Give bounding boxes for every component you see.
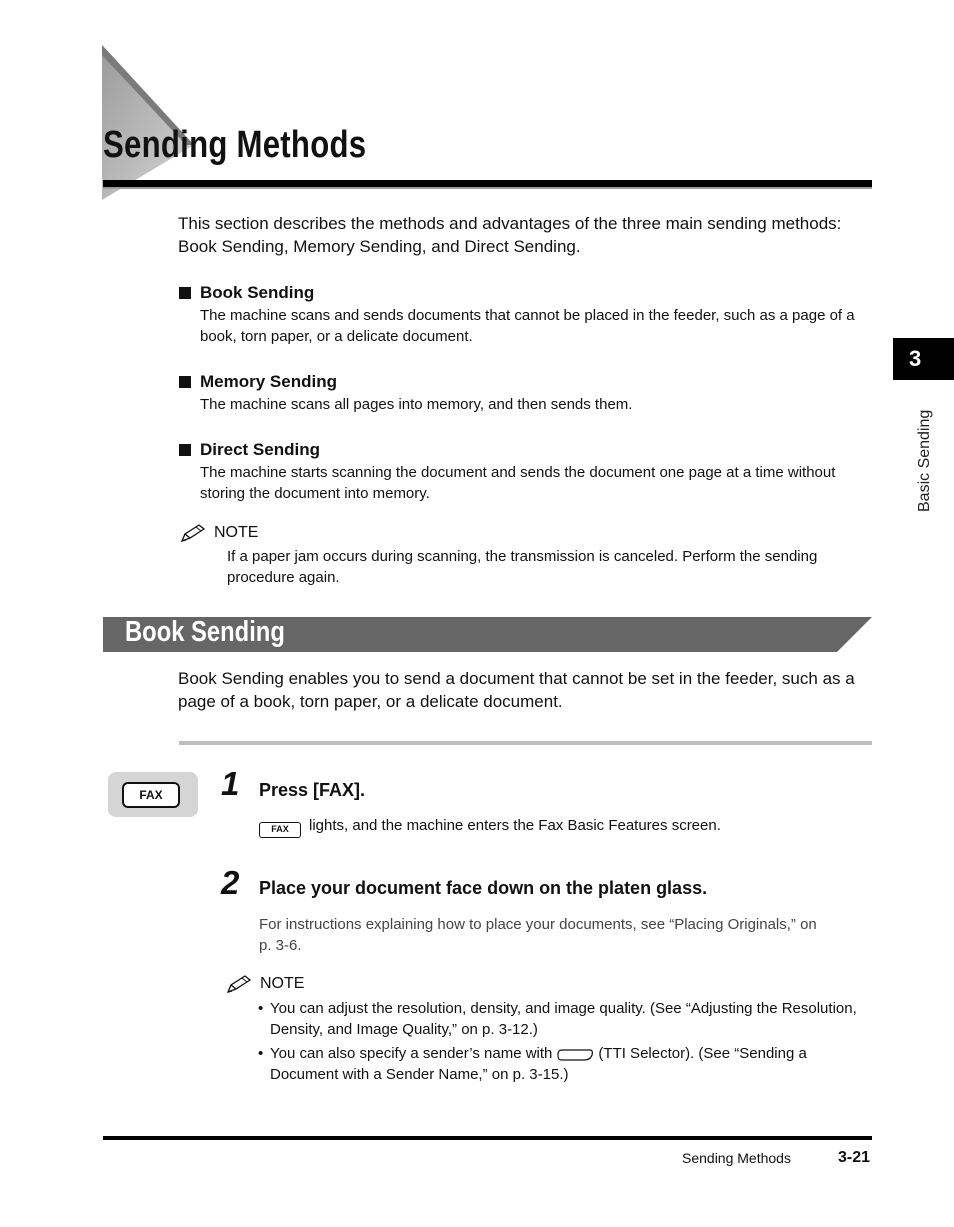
- title-rule-shadow: [103, 187, 872, 189]
- step-number: 1: [221, 765, 240, 802]
- note-text: If a paper jam occurs during scanning, the transmission is canceled. Perform the sending procedure again.: [227, 548, 818, 586]
- method-heading-text: Direct Sending: [200, 440, 320, 459]
- method-heading: [179, 372, 337, 392]
- step-body: For instructions explaining how to place your documents, see “Placing Originals,” on p. 3-6.: [259, 916, 817, 954]
- list-item: [258, 1043, 870, 1085]
- footer-page-number: 3-21: [838, 1149, 871, 1166]
- footer-section-label: Sending Methods: [682, 1150, 791, 1166]
- note-label: NOTE: [260, 975, 305, 992]
- square-bullet-icon: [179, 287, 191, 299]
- method-description: The machine scans and sends documents that cannot be placed in the feeder, such as a page of a book, torn paper, or a delicate document.: [200, 307, 855, 345]
- method-description: The machine starts scanning the document and sends the document one page at a time without storing the document into memory.: [200, 464, 836, 502]
- step-title: Place your document face down on the platen glass.: [259, 878, 708, 898]
- step-title: Press [FAX].: [259, 780, 366, 800]
- note-list: [258, 998, 870, 1085]
- section-intro: Book Sending enables you to send a document that cannot be set in the feeder, such as a page of a book, torn paper, or a delicate document.: [178, 669, 855, 711]
- step-body-text: lights, and the machine enters the Fax Basic Features screen.: [309, 817, 721, 834]
- note-item-text: You can also specify a sender’s name with: [270, 1045, 553, 1062]
- list-item: • You can adjust the resolution, density, and image quality. (See “Adjusting the Resolution, Density, and Image Quality,” on p. 3-12.): [258, 998, 870, 1040]
- steps-divider: [179, 741, 872, 745]
- method-heading-text: Memory Sending: [200, 372, 337, 391]
- note-header: [226, 974, 304, 994]
- method-heading: [179, 440, 320, 460]
- method-heading: [179, 283, 314, 303]
- method-heading-text: Book Sending: [200, 283, 315, 302]
- pencil-note-icon: [226, 974, 254, 994]
- method-description: The machine scans all pages into memory, and then sends them.: [200, 396, 633, 413]
- fax-key-inline-icon: FAX: [259, 822, 301, 838]
- square-bullet-icon: [179, 444, 191, 456]
- fax-key-illustration: FAX: [122, 782, 180, 808]
- title-rule: [103, 180, 872, 187]
- chapter-name: Basic Sending: [916, 409, 933, 512]
- note-header: [180, 523, 258, 543]
- step-body: [259, 815, 721, 838]
- section-title: Book Sending: [125, 616, 285, 648]
- footer-rule: [103, 1136, 872, 1140]
- tti-selector-key-icon: [556, 1048, 594, 1062]
- note-list-container: [258, 998, 870, 1088]
- note-item-text: (TTI Selector). (See “Sending a Document with a Sender Name,” on p. 3-15.): [270, 1045, 807, 1083]
- chapter-tab: 3: [893, 338, 954, 380]
- square-bullet-icon: [179, 376, 191, 388]
- pencil-note-icon: [180, 523, 208, 543]
- step-number: 2: [221, 864, 240, 901]
- note-label: NOTE: [214, 524, 259, 541]
- page-title: Sending Methods: [103, 124, 367, 166]
- page-intro: This section describes the methods and advantages of the three main sending methods: Book Sending, Memory Sending, and Direct Sending.: [178, 214, 842, 256]
